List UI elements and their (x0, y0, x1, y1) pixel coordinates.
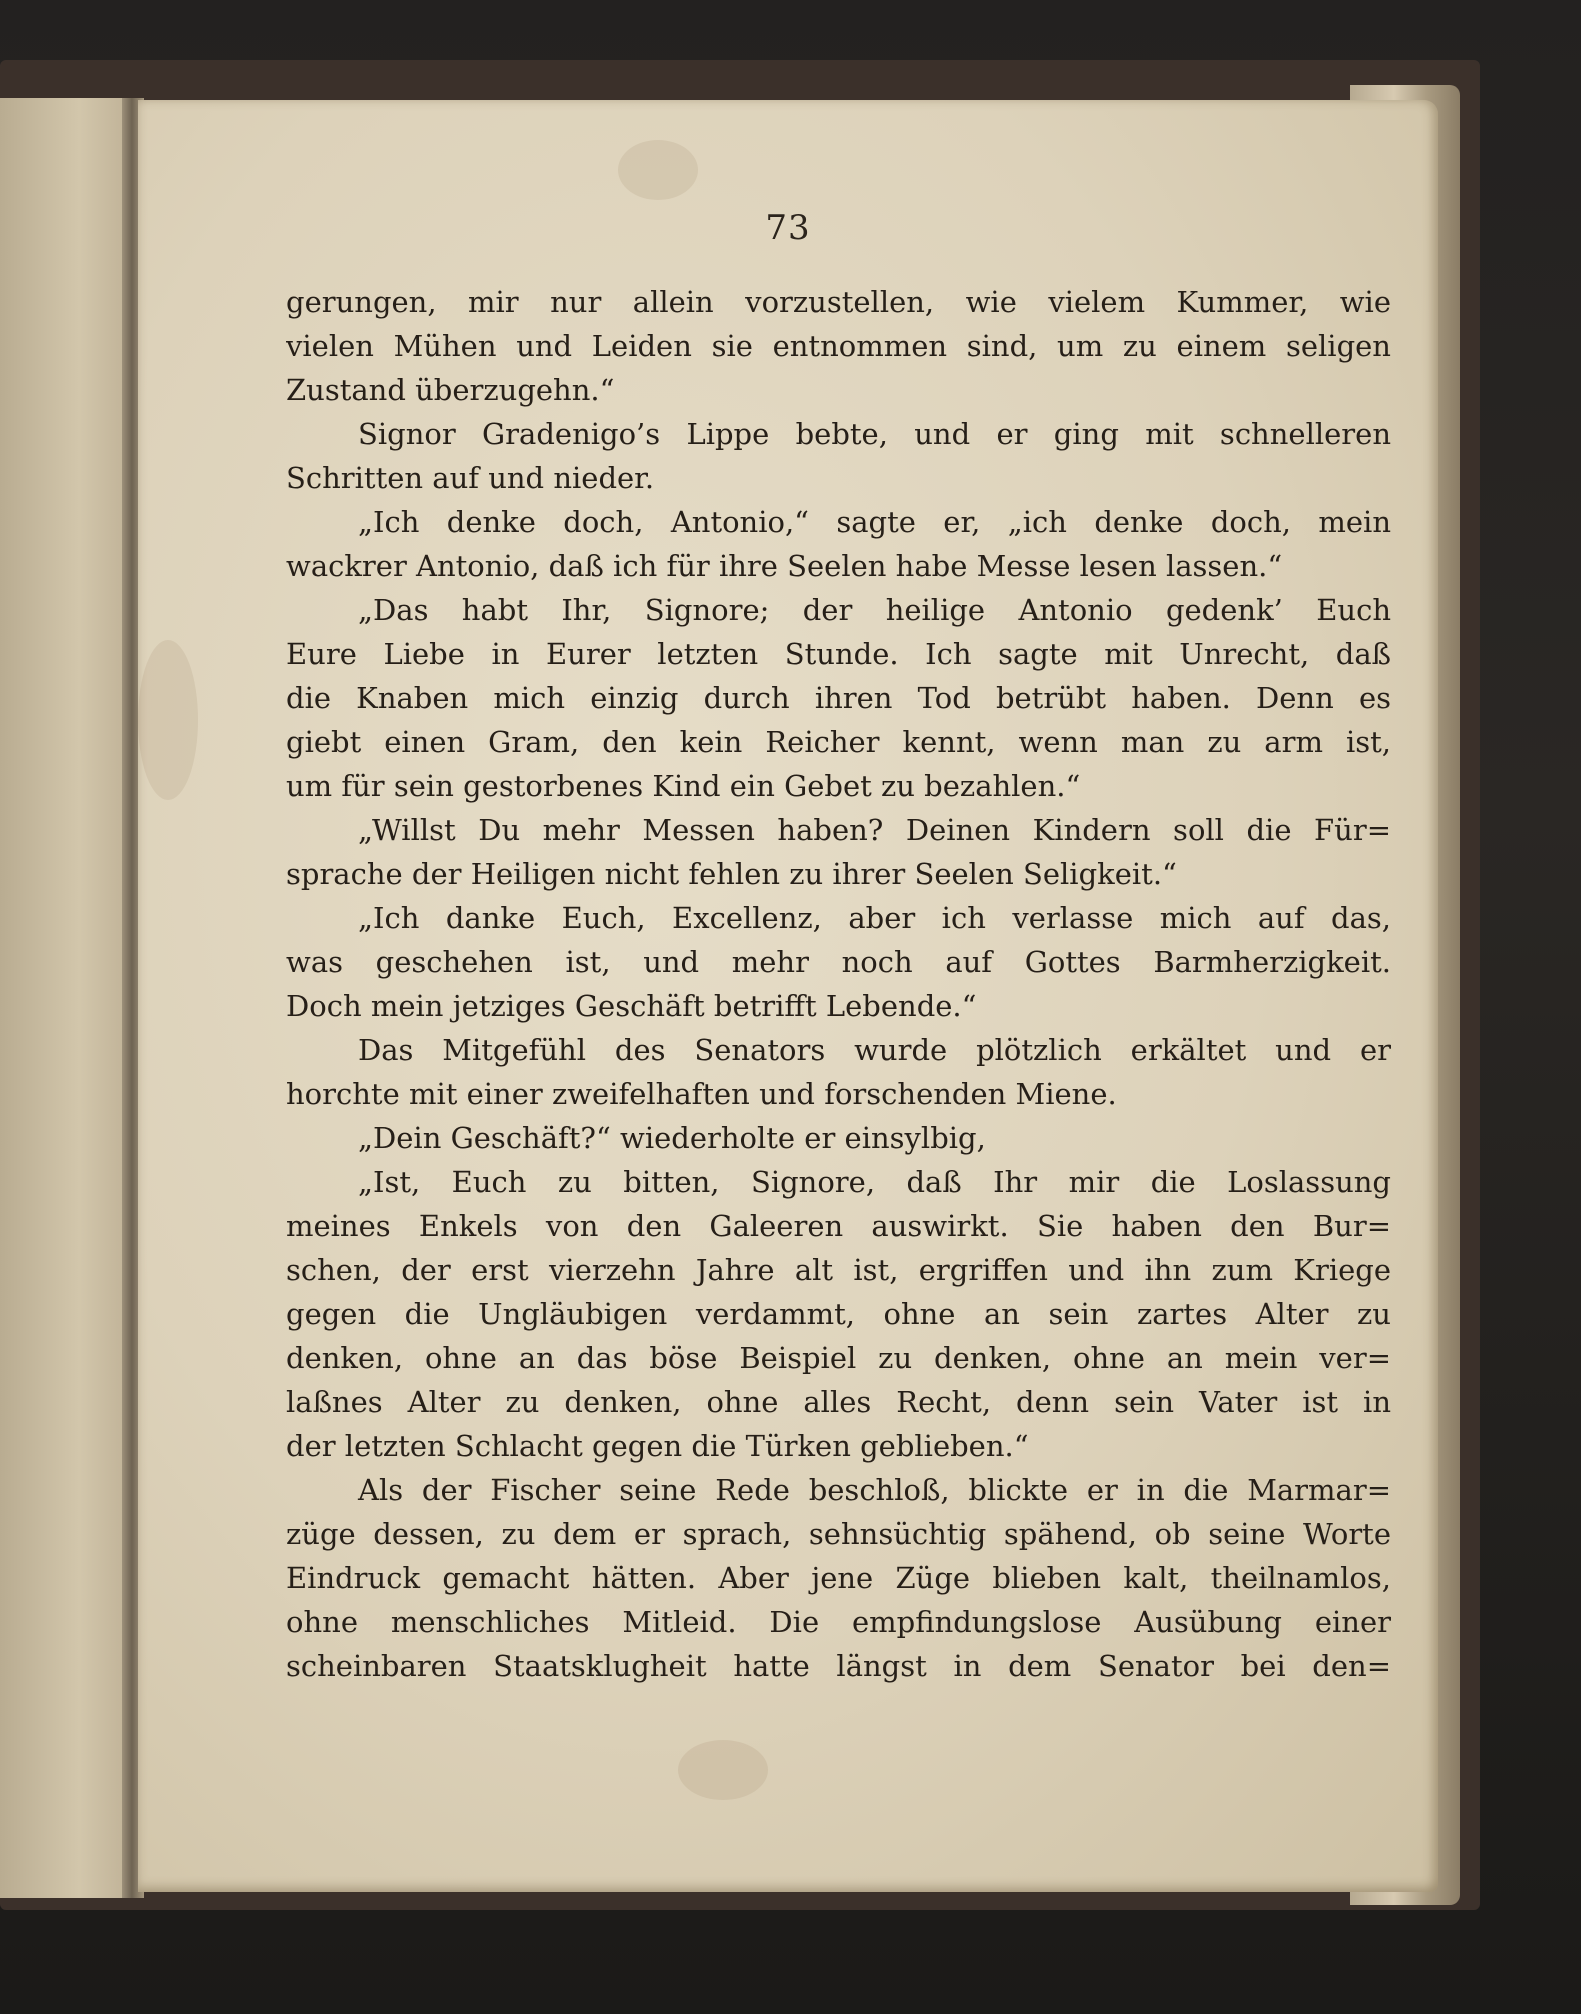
text-line: wackrer Antonio, daß ich für ihre Seelen habe Messe lesen lassen.“ (286, 549, 1283, 583)
text-line: „Das habt Ihr, Signore; der heilige Antonio gedenk’ Euch (358, 593, 1391, 627)
page-stain (138, 640, 198, 800)
text-line: Schritten auf und nieder. (286, 461, 655, 495)
page-stain (618, 140, 698, 200)
page-stain (678, 1740, 768, 1800)
left-page (0, 98, 132, 1898)
text-line: gegen die Ungläubigen verdammt, ohne an sein zartes Alter zu (286, 1297, 1391, 1331)
text-line: sprache der Heiligen nicht fehlen zu ihrer Seelen Seligkeit.“ (286, 857, 1177, 891)
page-number: 73 (765, 208, 811, 248)
text-line: meines Enkels von den Galeeren auswirkt. Sie haben den Bur= (286, 1209, 1391, 1243)
text-line: schen, der erst vierzehn Jahre alt ist, ergriffen und ihn zum Kriege (286, 1253, 1391, 1287)
text-line: scheinbaren Staatsklugheit hatte längst in dem Senator bei den= (286, 1649, 1391, 1683)
text-line: Doch mein jetziges Geschäft betrifft Lebende.“ (286, 989, 977, 1023)
body-text (286, 280, 1391, 1688)
text-line: Das Mitgefühl des Senators wurde plötzlich erkältet und er (358, 1033, 1391, 1067)
text-line: denken, ohne an das böse Beispiel zu denken, ohne an mein ver= (286, 1341, 1391, 1375)
text-line: „Ich denke doch, Antonio,“ sagte er, „ich denke doch, mein (358, 505, 1391, 539)
text-line: der letzten Schlacht gegen die Türken geblieben.“ (286, 1429, 1029, 1463)
text-line: horchte mit einer zweifelhaften und forschenden Miene. (286, 1077, 1117, 1111)
text-line: Signor Gradenigo’s Lippe bebte, und er ging mit schnelleren (358, 417, 1391, 451)
text-line: „Ich danke Euch, Excellenz, aber ich verlasse mich auf das, (358, 901, 1391, 935)
text-line: Eindruck gemacht hätten. Aber jene Züge blieben kalt, theilnamlos, (286, 1561, 1391, 1595)
text-line: züge dessen, zu dem er sprach, sehnsüchtig spähend, ob seine Worte (286, 1517, 1391, 1551)
text-line: ohne menschliches Mitleid. Die empfindungslose Ausübung einer (286, 1605, 1391, 1639)
text-line: giebt einen Gram, den kein Reicher kennt, wenn man zu arm ist, (286, 725, 1391, 759)
text-line: „Dein Geschäft?“ wiederholte er einsylbig, (358, 1121, 986, 1155)
text-line: die Knaben mich einzig durch ihren Tod betrübt haben. Denn es (286, 681, 1391, 715)
book-page (138, 100, 1438, 1892)
text-line: Zustand überzugehn.“ (286, 373, 615, 407)
text-line: „Ist, Euch zu bitten, Signore, daß Ihr mir die Loslassung (358, 1165, 1391, 1199)
text-line: Eure Liebe in Eurer letzten Stunde. Ich sagte mit Unrecht, daß (286, 637, 1391, 671)
text-line: was geschehen ist, und mehr noch auf Gottes Barmherzigkeit. (286, 945, 1391, 979)
text-line: vielen Mühen und Leiden sie entnommen sind, um zu einem seligen (286, 329, 1391, 363)
text-line: Als der Fischer seine Rede beschloß, blickte er in die Marmar= (358, 1473, 1391, 1507)
text-line: „Willst Du mehr Messen haben? Deinen Kindern soll die Für= (358, 813, 1391, 847)
text-line: um für sein gestorbenes Kind ein Gebet zu bezahlen.“ (286, 769, 1081, 803)
text-line: gerungen, mir nur allein vorzustellen, wie vielem Kummer, wie (286, 285, 1391, 319)
text-line: laßnes Alter zu denken, ohne alles Recht, denn sein Vater ist in (286, 1385, 1391, 1419)
